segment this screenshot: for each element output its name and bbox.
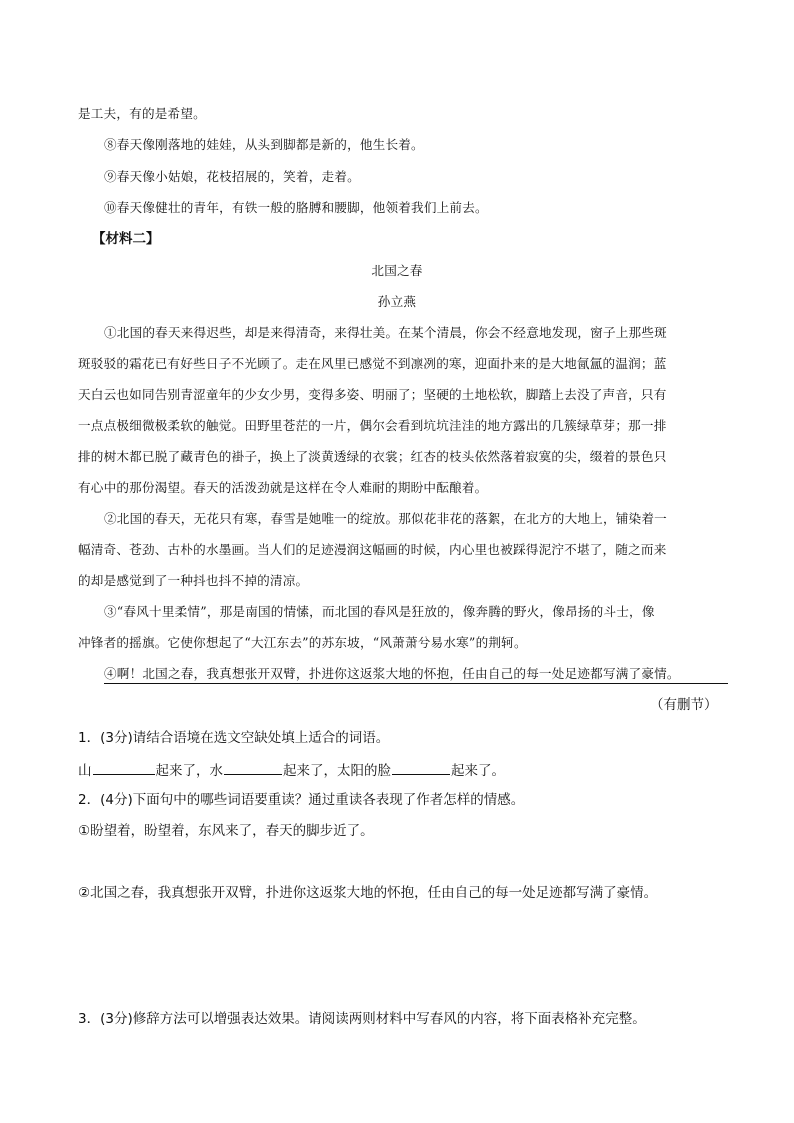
essay-p1-line: 有心中的那份渴望。春天的活泼劲就是这样在令人难耐的期盼中酝酿着。 bbox=[78, 480, 488, 495]
essay-p1-line: ①北国的春天来得迟些，却是来得清奇，来得壮美。在某个清晨，你会不经意地发现，窗子上那些斑 bbox=[104, 325, 667, 340]
question-2: 2．(4分)下面句中的哪些词语要重读？通过重读各表现了作者怎样的情感。 bbox=[78, 792, 525, 808]
essay-p2-line: ②北国的春天，无花只有寒，春雪是她唯一的绽放。那似花非花的落絮，在北方的大地上，铺染着一 bbox=[104, 511, 667, 526]
essay-author: 孙立燕 bbox=[377, 294, 417, 309]
question-3: 3．(3分)修辞方法可以增强表达效果。请阅读两则材料中写春风的内容，将下面表格补充完整。 bbox=[78, 1011, 646, 1027]
fill-text: 山 bbox=[78, 763, 92, 779]
essay-p3-line: ③“春风十里柔情”，那是南国的情愫，而北国的春风是狂放的，像奔腾的野火，像昂扬的斗士，像 bbox=[104, 604, 655, 619]
fill-text: 起来了，水 bbox=[155, 763, 223, 779]
essay-p2-line: 的却是感觉到了一种抖也抖不掉的清凉。 bbox=[78, 573, 309, 588]
abridged-note: （有删节） bbox=[650, 697, 718, 713]
essay-p1-line: 一点点极细微极柔软的触觉。田野里苍茫的一片，偶尔会看到坑坑洼洼的地方露出的几簇绿草芽；那一排 bbox=[78, 418, 667, 433]
material1-line: 是工夫，有的是希望。 bbox=[78, 106, 206, 121]
essay-p1-line: 天白云也如同告别青涩童年的少女少男，变得多姿、明丽了；坚硬的土地松软，脚踏上去没了声音，只有 bbox=[78, 387, 667, 402]
essay-p1-line: 斑驳驳的霜花已有好些日子不光顾了。走在风里已感觉不到凛冽的寒，迎面扑来的是大地氤氲的温润；蓝 bbox=[78, 356, 667, 371]
answer-blank-2[interactable] bbox=[224, 760, 282, 775]
question-2-sentence-2: ②北国之春，我真想张开双臂，扑进你这返浆大地的怀抱，任由自己的每一处足迹都写满了豪情。 bbox=[78, 885, 658, 901]
question-1: 1．(3分)请结合语境在选文空缺处填上适合的词语。 bbox=[78, 730, 390, 746]
essay-p4-underlined-sentence: 北国之春，我真想张开双臂，扑进你这返浆大地的怀抱，任由自己的每一处足迹都写满了豪情。 bbox=[142, 666, 680, 681]
material1-paragraph-8: ⑧春天像刚落地的娃娃，从头到脚都是新的，他生长着。 bbox=[104, 137, 424, 152]
essay-p2-line: 幅清奇、苍劲、古朴的水墨画。当人们的足迹漫润这幅画的时候，内心里也被踩得泥泞不堪了，随之而来 bbox=[78, 542, 667, 557]
material1-paragraph-10: ⑩春天像健壮的青年，有铁一般的胳膊和腰脚，他领着我们上前去。 bbox=[104, 200, 488, 215]
essay-p4-lead: ④啊！ bbox=[104, 666, 143, 681]
answer-blank-3[interactable] bbox=[392, 760, 450, 775]
fill-text: 起来了，太阳的脸 bbox=[283, 763, 391, 779]
answer-blank-1[interactable] bbox=[93, 760, 155, 775]
essay-p3-line: 冲锋者的摇旗。它使你想起了“大江东去”的苏东坡，“风萧萧兮易水寒”的荆轲。 bbox=[78, 635, 527, 650]
essay-p1-line: 排的树木都已脱了藏青色的褂子，换上了淡黄透绿的衣裳；红杏的枝头依然落着寂寞的尖，缀着的景色只 bbox=[78, 449, 667, 464]
question-2-sentence-1: ①盼望着，盼望着，东风来了，春天的脚步近了。 bbox=[78, 823, 374, 839]
material1-paragraph-9: ⑨春天像小姑娘，花枝招展的，笑着，走着。 bbox=[104, 169, 360, 184]
fill-text: 起来了。 bbox=[451, 763, 505, 779]
underline-rule bbox=[104, 683, 728, 684]
material2-heading: 【材料二】 bbox=[92, 231, 160, 247]
essay-title: 北国之春 bbox=[371, 263, 423, 278]
essay-p4-line bbox=[104, 665, 680, 683]
question-1-fill-line bbox=[78, 760, 505, 780]
